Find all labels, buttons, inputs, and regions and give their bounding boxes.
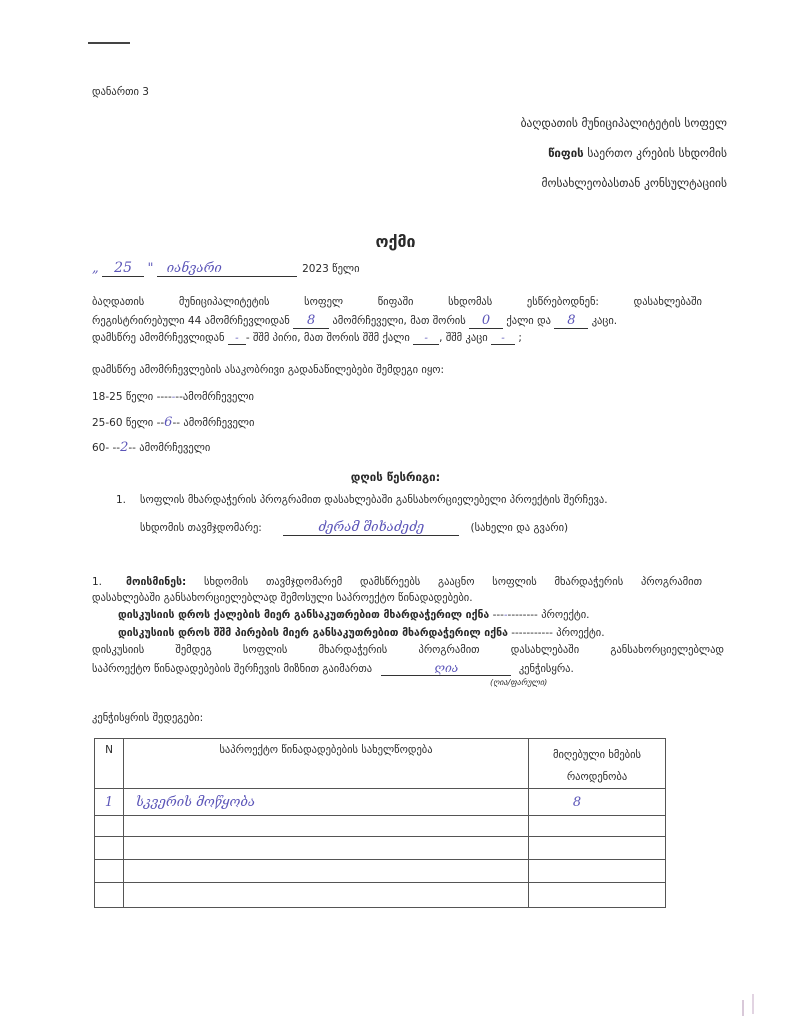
age-intro: დამსწრე ამომრჩევლების ასაკობრივი გადანაწილებები შემდეგი იყო:: [92, 364, 445, 376]
table-row: [95, 860, 666, 883]
dash: -----------: [511, 627, 553, 639]
empty-cell: [95, 837, 124, 860]
empty-cell: [529, 816, 666, 837]
header-proposal-name: საპროექტო წინადადებების სახელწოდება: [219, 744, 433, 756]
agenda-item: [116, 494, 608, 506]
results-table: [94, 738, 666, 908]
dash: --: [156, 417, 165, 429]
heard-number: 1.: [92, 576, 103, 588]
village-name: წიფის: [548, 146, 584, 160]
chair-name: ძერამ შიხაძეძე: [283, 520, 459, 536]
vote-hint: (ღია/ფარული): [490, 678, 548, 687]
table-row: [95, 837, 666, 860]
empty-cell: [95, 883, 124, 908]
agenda-item-text: სოფლის მხარდაჭერის პროგრამით დასახლებაში განსახორციელებელი პროექტის შერჩევა.: [140, 494, 608, 506]
dash: --: [128, 442, 136, 454]
women-count: 0: [469, 313, 503, 329]
row-proposal-name: სკვერის მოწყობა: [124, 789, 529, 816]
empty-cell: [529, 837, 666, 860]
agenda-title: დღის წესრიგი:: [350, 470, 441, 484]
attendance-line-1: ბაღდათის მუნიციპალიტეტის სოფელ წიფაში სხდომას ესწრებოდნენ: დასახლებაში: [92, 296, 702, 308]
heard-label: მოისმინეს:: [126, 576, 187, 588]
women-preference: [118, 609, 590, 621]
empty-cell: [124, 860, 529, 883]
col-header-number: [95, 739, 124, 789]
heard-text-1: სხდომის თავმჯდომარემ დამსწრეებს გააცნო სოფლის მხარდაჭერის პროგრამით: [186, 576, 702, 588]
empty-cell: [124, 816, 529, 837]
age-range: 18-25 წელი: [92, 391, 154, 403]
pwd-intro: დამსწრე ამომრჩევლიდან: [92, 332, 225, 344]
date-open-quote: „: [92, 261, 99, 276]
pwd-label: - შშმ პირი, მათ შორის შშმ ქალი: [245, 332, 410, 344]
chair-line: [140, 520, 568, 536]
header-line-2-rest: საერთო კრების სხდომის: [583, 146, 727, 160]
voters-label: ამომრჩეველი, მათ შორის: [332, 315, 466, 327]
header-line-3: მოსახლეობასთან კონსულტაციის: [541, 176, 727, 190]
dash: ----: [156, 391, 172, 403]
date-month: იანვარი: [157, 261, 297, 277]
row-votes: 8: [529, 789, 666, 816]
age-suffix: ამომრჩეველი: [183, 417, 255, 429]
empty-cell: [124, 837, 529, 860]
age-suffix: ამომრჩეველი: [139, 442, 211, 454]
vote-type: ღია: [381, 661, 511, 676]
empty-cell: [124, 883, 529, 908]
corner-mark: [88, 42, 130, 44]
women-pref-text: დისკუსიის დროს ქალების მიერ განსაკუთრებით მხარდაჭერილ იქნა: [118, 609, 490, 621]
registered-label: რეგისტრირებული 44 ამომრჩევლიდან: [92, 315, 290, 327]
after-discussion-2: [92, 661, 574, 676]
pwd-pref-suffix: პროექტი.: [556, 627, 605, 639]
age-suffix: ამომრჩეველი: [182, 391, 254, 403]
chair-label: სხდომის თავმჯდომარე:: [140, 522, 262, 534]
dash: --: [112, 442, 121, 454]
empty-cell: [529, 883, 666, 908]
dash: --: [175, 391, 183, 403]
empty-cell: [95, 816, 124, 837]
women-pref-value: -: [503, 609, 508, 621]
women-pref-suffix: პროექტი.: [541, 609, 590, 621]
header-votes-1: მიღებული ხმების: [552, 749, 642, 761]
dash: --: [172, 417, 181, 429]
pwd-women-count: -: [413, 332, 439, 345]
heard-line-2: დასახლებაში განსახორციელებლად შემოსული საპროექტო წინადადებები.: [92, 592, 473, 604]
table-row: [95, 789, 666, 816]
age-value: -: [171, 391, 176, 403]
agenda-item-number: 1.: [116, 494, 127, 506]
age-row-3: [92, 440, 210, 455]
age-range: 60-: [92, 442, 110, 454]
header-line-1: ბაღდათის მუნიციპალიტეტის სოფელ: [520, 116, 727, 130]
women-label: ქალი და: [506, 315, 551, 327]
col-header-votes: [529, 739, 666, 789]
pwd-count: -: [228, 332, 246, 345]
vote-suffix: კენჭისყრა.: [518, 663, 574, 675]
men-label: კაცი.: [591, 315, 618, 327]
annex-label: დანართი 3: [92, 86, 149, 98]
pwd-men-label: , შშმ კაცი: [439, 332, 488, 344]
date-year: 2023 წელი: [302, 263, 360, 275]
col-header-name: [124, 739, 529, 789]
pwd-preference: [118, 627, 605, 639]
dash: ---: [492, 609, 504, 621]
date-day: 25: [102, 260, 144, 277]
chair-hint: (სახელი და გვარი): [470, 522, 569, 534]
after-discussion-1: დისკუსიის შემდეგ სოფლის მხარდაჭერის პროგრამით დასახლებაში განსახორციელებლად: [92, 644, 724, 656]
table-row: [95, 883, 666, 908]
date-line: [92, 260, 360, 277]
heard-line-1: [92, 576, 702, 588]
row-number: 1: [95, 789, 124, 816]
age-value: 2: [120, 440, 129, 455]
header-votes-2: რაოდენობა: [566, 771, 628, 783]
pwd-men-count: -: [491, 332, 515, 345]
empty-cell: [529, 860, 666, 883]
men-count: 8: [554, 313, 588, 329]
dash: --------: [507, 609, 538, 621]
table-row: [95, 816, 666, 837]
pwd-end: ;: [518, 332, 522, 344]
age-row-1: [92, 391, 254, 403]
pwd-pref-text: დისკუსიის დროს შშმ პირების მიერ განსაკუთრებით მხარდაჭერილ იქნა: [118, 627, 508, 639]
voters-count: 8: [293, 313, 329, 329]
vote-intro: საპროექტო წინადადებების შერჩევის მიზნით გაიმართა: [92, 663, 373, 675]
results-title: კენჭისყრის შედეგები:: [92, 712, 204, 724]
date-close-quote: ": [147, 261, 154, 276]
age-range: 25-60 წელი: [92, 417, 154, 429]
scan-mark: [752, 994, 754, 1014]
age-value: 6: [164, 415, 173, 430]
empty-cell: [95, 860, 124, 883]
attendance-line-3: [92, 332, 522, 345]
page-title: ოქმი: [375, 232, 416, 251]
header-n: N: [105, 744, 113, 756]
attendance-line-2: [92, 313, 617, 329]
header-line-2: [548, 146, 727, 160]
table-header-row: [95, 739, 666, 789]
scan-mark: [742, 1000, 744, 1016]
age-row-2: [92, 415, 254, 430]
